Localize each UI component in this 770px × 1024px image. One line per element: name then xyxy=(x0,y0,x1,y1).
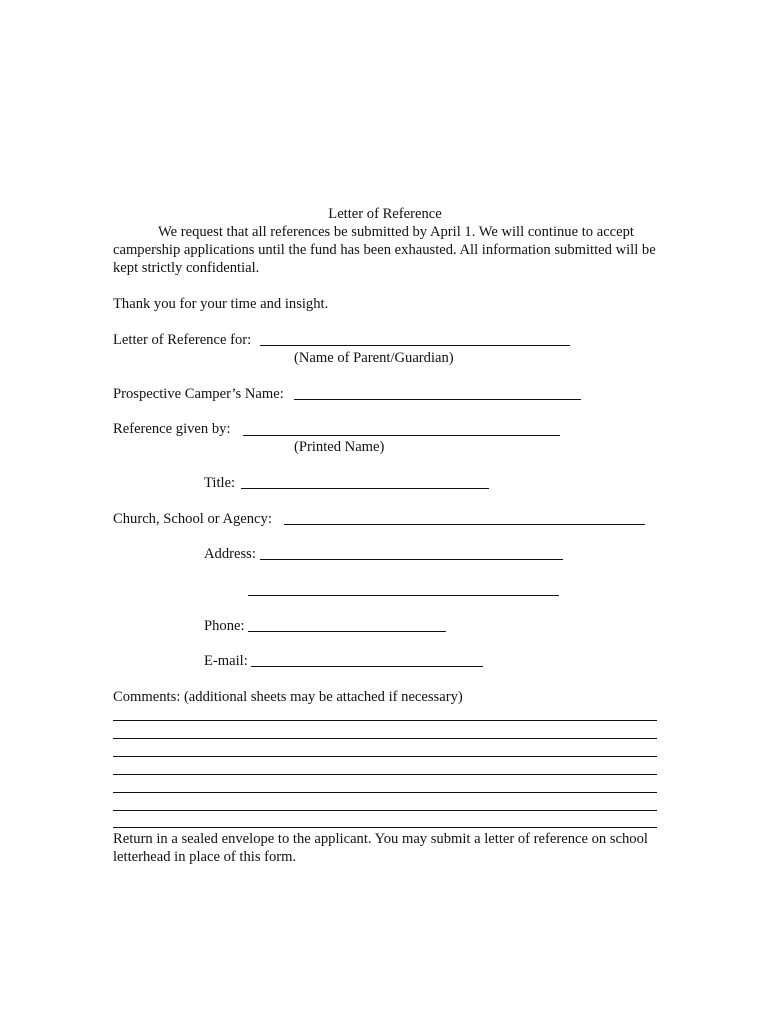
comment-line[interactable] xyxy=(113,720,657,721)
given-by-label: Reference given by: xyxy=(113,421,231,437)
comment-line[interactable] xyxy=(113,827,657,828)
given-by-field[interactable] xyxy=(243,435,560,436)
email-field[interactable] xyxy=(251,666,483,667)
letter-for-sublabel: (Name of Parent/Guardian) xyxy=(294,350,454,366)
comment-line[interactable] xyxy=(113,792,657,793)
phone-field[interactable] xyxy=(248,631,446,632)
camper-name-field[interactable] xyxy=(294,399,581,400)
intro-paragraph xyxy=(113,223,673,277)
comment-line[interactable] xyxy=(113,774,657,775)
given-by-sublabel: (Printed Name) xyxy=(294,439,385,455)
comments-label: Comments: (additional sheets may be attached if necessary) xyxy=(113,689,463,705)
email-label: E-mail: xyxy=(204,653,248,669)
phone-label: Phone: xyxy=(204,618,245,634)
title-field[interactable] xyxy=(241,488,489,489)
closing-paragraph: Return in a sealed envelope to the applicant. You may submit a letter of reference on school letterhead in place of this form. xyxy=(113,831,648,865)
letter-for-label: Letter of Reference for: xyxy=(113,332,252,348)
comment-line[interactable] xyxy=(113,756,657,757)
address-field-line-2[interactable] xyxy=(248,595,559,596)
address-label: Address: xyxy=(204,546,256,562)
title-label: Title: xyxy=(204,475,236,491)
organization-field[interactable] xyxy=(284,524,645,525)
address-field-line-1[interactable] xyxy=(260,559,563,560)
organization-label: Church, School or Agency: xyxy=(113,511,272,527)
camper-name-label: Prospective Camper’s Name: xyxy=(113,386,284,402)
document-title: Letter of Reference xyxy=(328,206,442,222)
comment-line[interactable] xyxy=(113,738,657,739)
intro-text: We request that all references be submitted by April 1. We will continue to accept campership applications until the fund has been exhausted. All information submitted will be kept strictly confidential. xyxy=(113,224,656,276)
comment-line[interactable] xyxy=(113,810,657,811)
thanks-text: Thank you for your time and insight. xyxy=(113,296,329,312)
letter-for-field[interactable] xyxy=(260,345,570,346)
